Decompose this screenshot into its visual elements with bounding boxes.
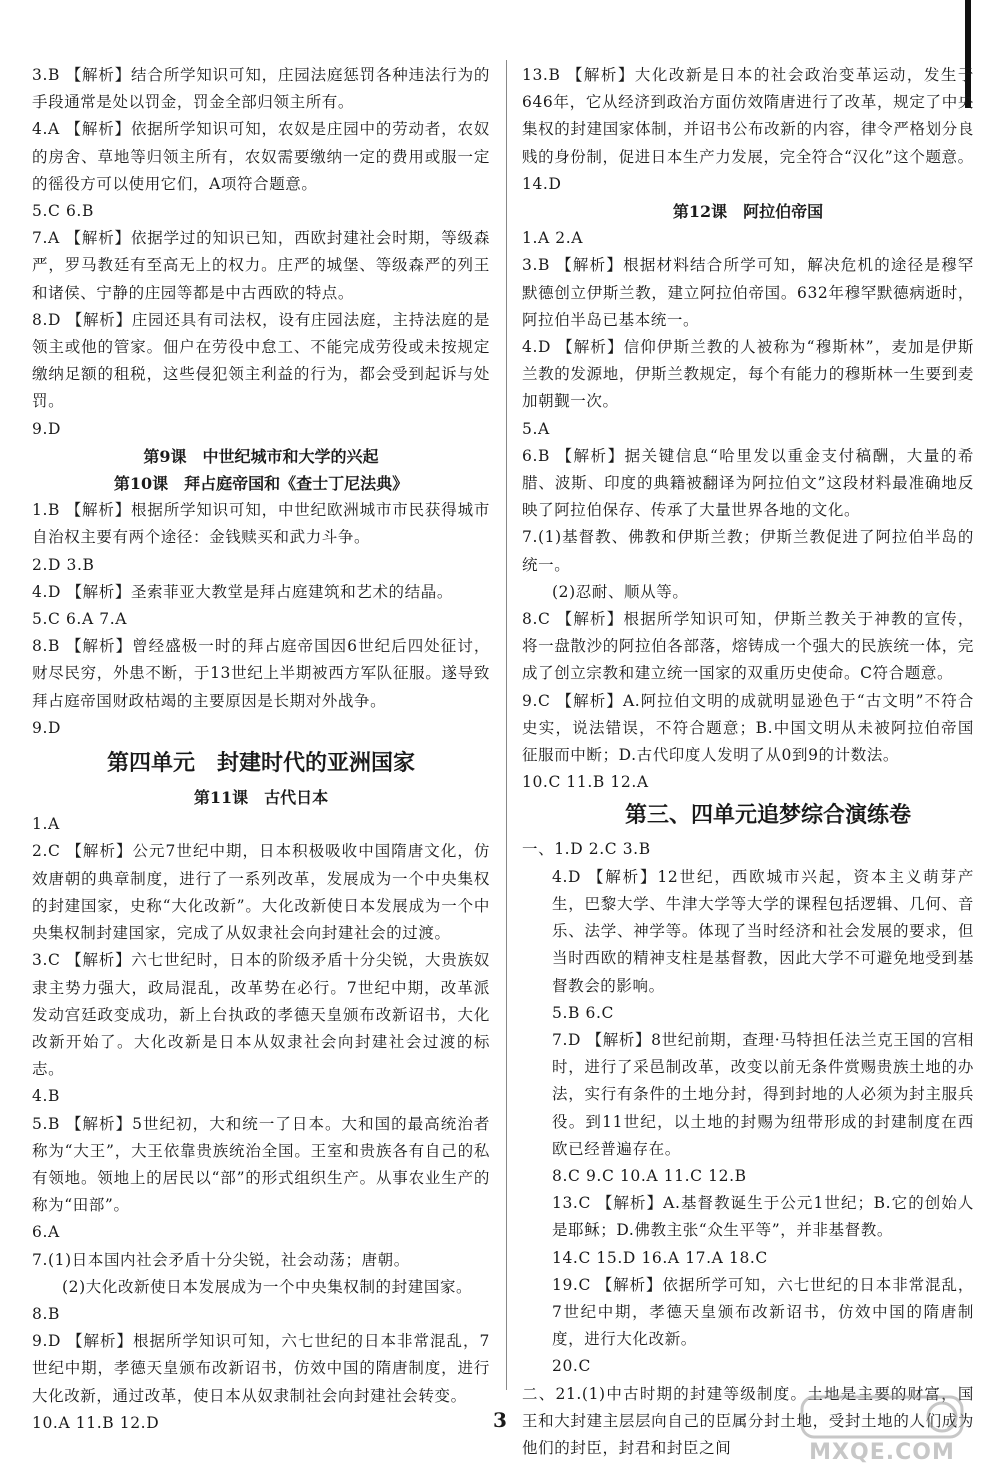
answer-item: 二、21.(1)中古时期的封建等级制度。土地是主要的财富，国王和大封建主层层向自己的臣属分封土地，受封土地的人们成为他们的封臣，封君和封臣之间	[522, 1384, 974, 1457]
answer-item: 4.A 【解析】依据所学知识可知，农奴是庄园中的劳动者，农奴的房舍、草地等归领主所有，农奴需要缴纳一定的费用或服一定的徭役方可以使用它们，A项符合题意。	[32, 120, 490, 193]
answer-item: 9.D	[32, 718, 62, 737]
answer-item: 4.D 【解析】12世纪，西欧城市兴起，资本主义萌芽产生，巴黎大学、牛津大学等大学的课程包括逻辑、几何、音乐、法学、神学等。体现了当时经济和社会发展的要求，但当时西欧的精神支柱是基督教，因此大学不可避免地受到基督教会的影响。	[552, 867, 974, 995]
answer-item: 4.D 【解析】信仰伊斯兰教的人被称为“穆斯林”，麦加是伊斯兰教的发源地，伊斯兰教规定，每个有能力的穆斯林一生要到麦加朝觐一次。	[522, 338, 974, 411]
answer-item: 7.A 【解析】依据学过的知识已知，西欧封建社会时期，等级森严，罗马教廷有至高无上的权力。庄严的城堡、等级森严的列王和诸侯、宁静的庄园等都是中古西欧的特点。	[32, 229, 490, 302]
section-title: 第三、四单元追梦综合演练卷	[624, 803, 911, 829]
answer-item: 8.B	[32, 1304, 60, 1323]
answer-item: (2)大化改新使日本发展成为一个中央集权制的封建国家。	[62, 1277, 473, 1296]
answer-item: 6.A	[32, 1223, 60, 1242]
answer-item: 7.D 【解析】8世纪前期，查理·马特担任法兰克王国的宫相时，进行了采邑制改革，改变以前无条件赏赐贵族土地的办法，实行有条件的土地分封，得到封地的人必须为封主服兵役。到11世纪，以土地的封赐为纽带形成的封建制度在西欧已经普遍存在。	[552, 1030, 974, 1158]
answer-item: 1.A	[32, 815, 60, 834]
lesson-heading: 第12课 阿拉伯帝国	[672, 202, 824, 222]
answer-item: 10.A 11.B 12.D	[32, 1413, 160, 1432]
answer-item: 1.A 2.A	[522, 229, 584, 248]
answer-item: 3.B 【解析】根据材料结合所学可知，解决危机的途径是穆罕默德创立伊斯兰教，建立阿拉伯帝国。632年穆罕默德病逝时，阿拉伯半岛已基本统一。	[522, 256, 974, 329]
answer-item: 5.B 6.C	[552, 1003, 614, 1022]
answer-item: 5.C 6.A 7.A	[32, 610, 128, 629]
answer-item: 一、1.D 2.C 3.B	[522, 840, 651, 859]
answer-item: 7.(1)基督教、佛教和伊斯兰教；伊斯兰教促进了阿拉伯半岛的统一。	[522, 528, 974, 574]
answer-item: 4.B	[32, 1087, 60, 1106]
answer-item: 8.D 【解析】庄园还具有司法权，设有庄园法庭，主持法庭的是领主或他的管家。佃户在劳役中怠工、不能完成劳役或未按规定缴纳足额的租税，这些侵犯领主利益的行为，都会受到起诉与处罚。	[32, 310, 490, 411]
answer-item: 1.B 【解析】根据所学知识可知，中世纪欧洲城市市民获得城市自治权主要有两个途径：金钱赎买和武力斗争。	[32, 501, 490, 547]
left-column	[32, 62, 490, 1437]
answer-item: 3.B 【解析】结合所学知识可知，庄园法庭惩罚各种违法行为的手段通常是处以罚金，罚金全部归领主所有。	[32, 66, 490, 112]
watermark-badge-icon	[782, 1391, 982, 1441]
answer-item: 20.C	[552, 1357, 591, 1376]
answer-item: 5.B 【解析】5世纪初，大和统一了日本。大和国的最高统治者称为“大王”，大王依靠贵族统治全国。王室和贵族各有自己的私有领地。领地上的居民以“部”的形式组织生产。从事农业生产的称为“田部”。	[32, 1114, 490, 1215]
answer-item: 2.C 【解析】公元7世纪中期，日本积极吸收中国隋唐文化，仿效唐朝的典章制度，进行了一系列改革，发展成为一个中央集权的封建国家，史称“大化改新”。大化改新使日本发展成为一个中央集权制封建国家，完成了从奴隶社会向封建社会的过渡。	[32, 842, 490, 943]
page-number: 3	[493, 1408, 507, 1432]
answer-item: 19.C 【解析】依据所学可知，六七世纪的日本非常混乱，7世纪中期，孝德天皇颁布改新诏书，仿效中国的隋唐制度，进行大化改新。	[552, 1275, 974, 1349]
answer-item: 9.D	[32, 419, 62, 438]
answer-item: 6.B 【解析】据关键信息“哈里发以重金支付稿酬，大量的希腊、波斯、印度的典籍被翻译为阿拉伯文”这段材料最准确地反映了阿拉伯保存、传承了大量世界各地的文化。	[522, 446, 974, 520]
answer-item: 8.C 【解析】根据所学知识可知，伊斯兰教关于神教的宣传，将一盘散沙的阿拉伯各部落，熔铸成一个强大的民族统一体，完成了创立宗教和建立统一国家的双重历史使命。C符合题意。	[522, 610, 974, 683]
answer-item: 9.D 【解析】根据所学知识可知，六七世纪的日本非常混乱，7世纪中期，孝德天皇颁布改新诏书，仿效中国的隋唐制度，进行大化改新，通过改革，使日本从奴隶制社会向封建社会转变。	[32, 1332, 490, 1405]
answer-item: 5.C 6.B	[32, 202, 94, 221]
answer-item: 10.C 11.B 12.A	[522, 773, 649, 792]
answer-item: 4.D 【解析】圣索菲亚大教堂是拜占庭建筑和艺术的结晶。	[32, 582, 453, 601]
unit-title: 第四单元 封建时代的亚洲国家	[106, 751, 415, 777]
answer-item: 8.B 【解析】曾经盛极一时的拜占庭帝国因6世纪后四处征讨，财尽民穷，外患不断，于13世纪上半期被西方军队征服。遂导致拜占庭帝国财政枯竭的主要原因是长期对外战争。	[32, 637, 490, 710]
lesson-heading: 第9课 中世纪城市和大学的兴起	[143, 446, 379, 466]
lesson-heading: 第10课 拜占庭帝国和《查士丁尼法典》	[113, 474, 409, 494]
right-column	[522, 62, 974, 1462]
answer-item: (2)忍耐、顺从等。	[552, 582, 689, 601]
watermark-text: MXQE.COM	[809, 1440, 955, 1465]
answer-item: 14.D	[522, 174, 562, 193]
answer-item: 14.C 15.D 16.A 17.A 18.C	[552, 1248, 768, 1267]
answer-item: 8.C 9.C 10.A 11.C 12.B	[552, 1166, 747, 1185]
lesson-heading: 第11课 古代日本	[193, 788, 329, 808]
answer-item: 13.C 【解析】A.基督教诞生于公元1世纪；B.它的创始人是耶稣；D.佛教主张“众生平等”，并非基督教。	[552, 1194, 974, 1240]
answer-item: 13.B 【解析】大化改新是日本的社会政治变革运动，发生于646年，它从经济到政治方面仿效隋唐进行了改革，规定了中央集权的封建国家体制，并诏书公布改新的内容，律令严格划分良贱的身份制，促进日本生产力发展，完全符合“汉化”这个题意。	[522, 66, 974, 166]
watermark-logo	[782, 1391, 982, 1465]
column-divider	[506, 60, 507, 1390]
answer-item: 5.A	[522, 419, 550, 438]
answer-item: 3.C 【解析】六七世纪时，日本的阶级矛盾十分尖锐，大贵族奴隶主势力强大，政局混乱，改革势在必行。7世纪中期，改革派发动宫廷政变成功，新上台执政的孝德天皇颁布改新诏书，大化改新开始了。大化改新是日本从奴隶社会向封建社会过渡的标志。	[32, 951, 490, 1079]
answer-item: 7.(1)日本国内社会矛盾十分尖锐，社会动荡；唐朝。	[32, 1250, 410, 1269]
answer-item: 9.C 【解析】A.阿拉伯文明的成就明显逊色于“古文明”不符合史实，说法错误，不符合题意；B.中国文明从未被阿拉伯帝国征服而中断；D.古代印度人发明了从0到9的计数法。	[522, 691, 974, 765]
answer-item: 2.D 3.B	[32, 555, 95, 574]
